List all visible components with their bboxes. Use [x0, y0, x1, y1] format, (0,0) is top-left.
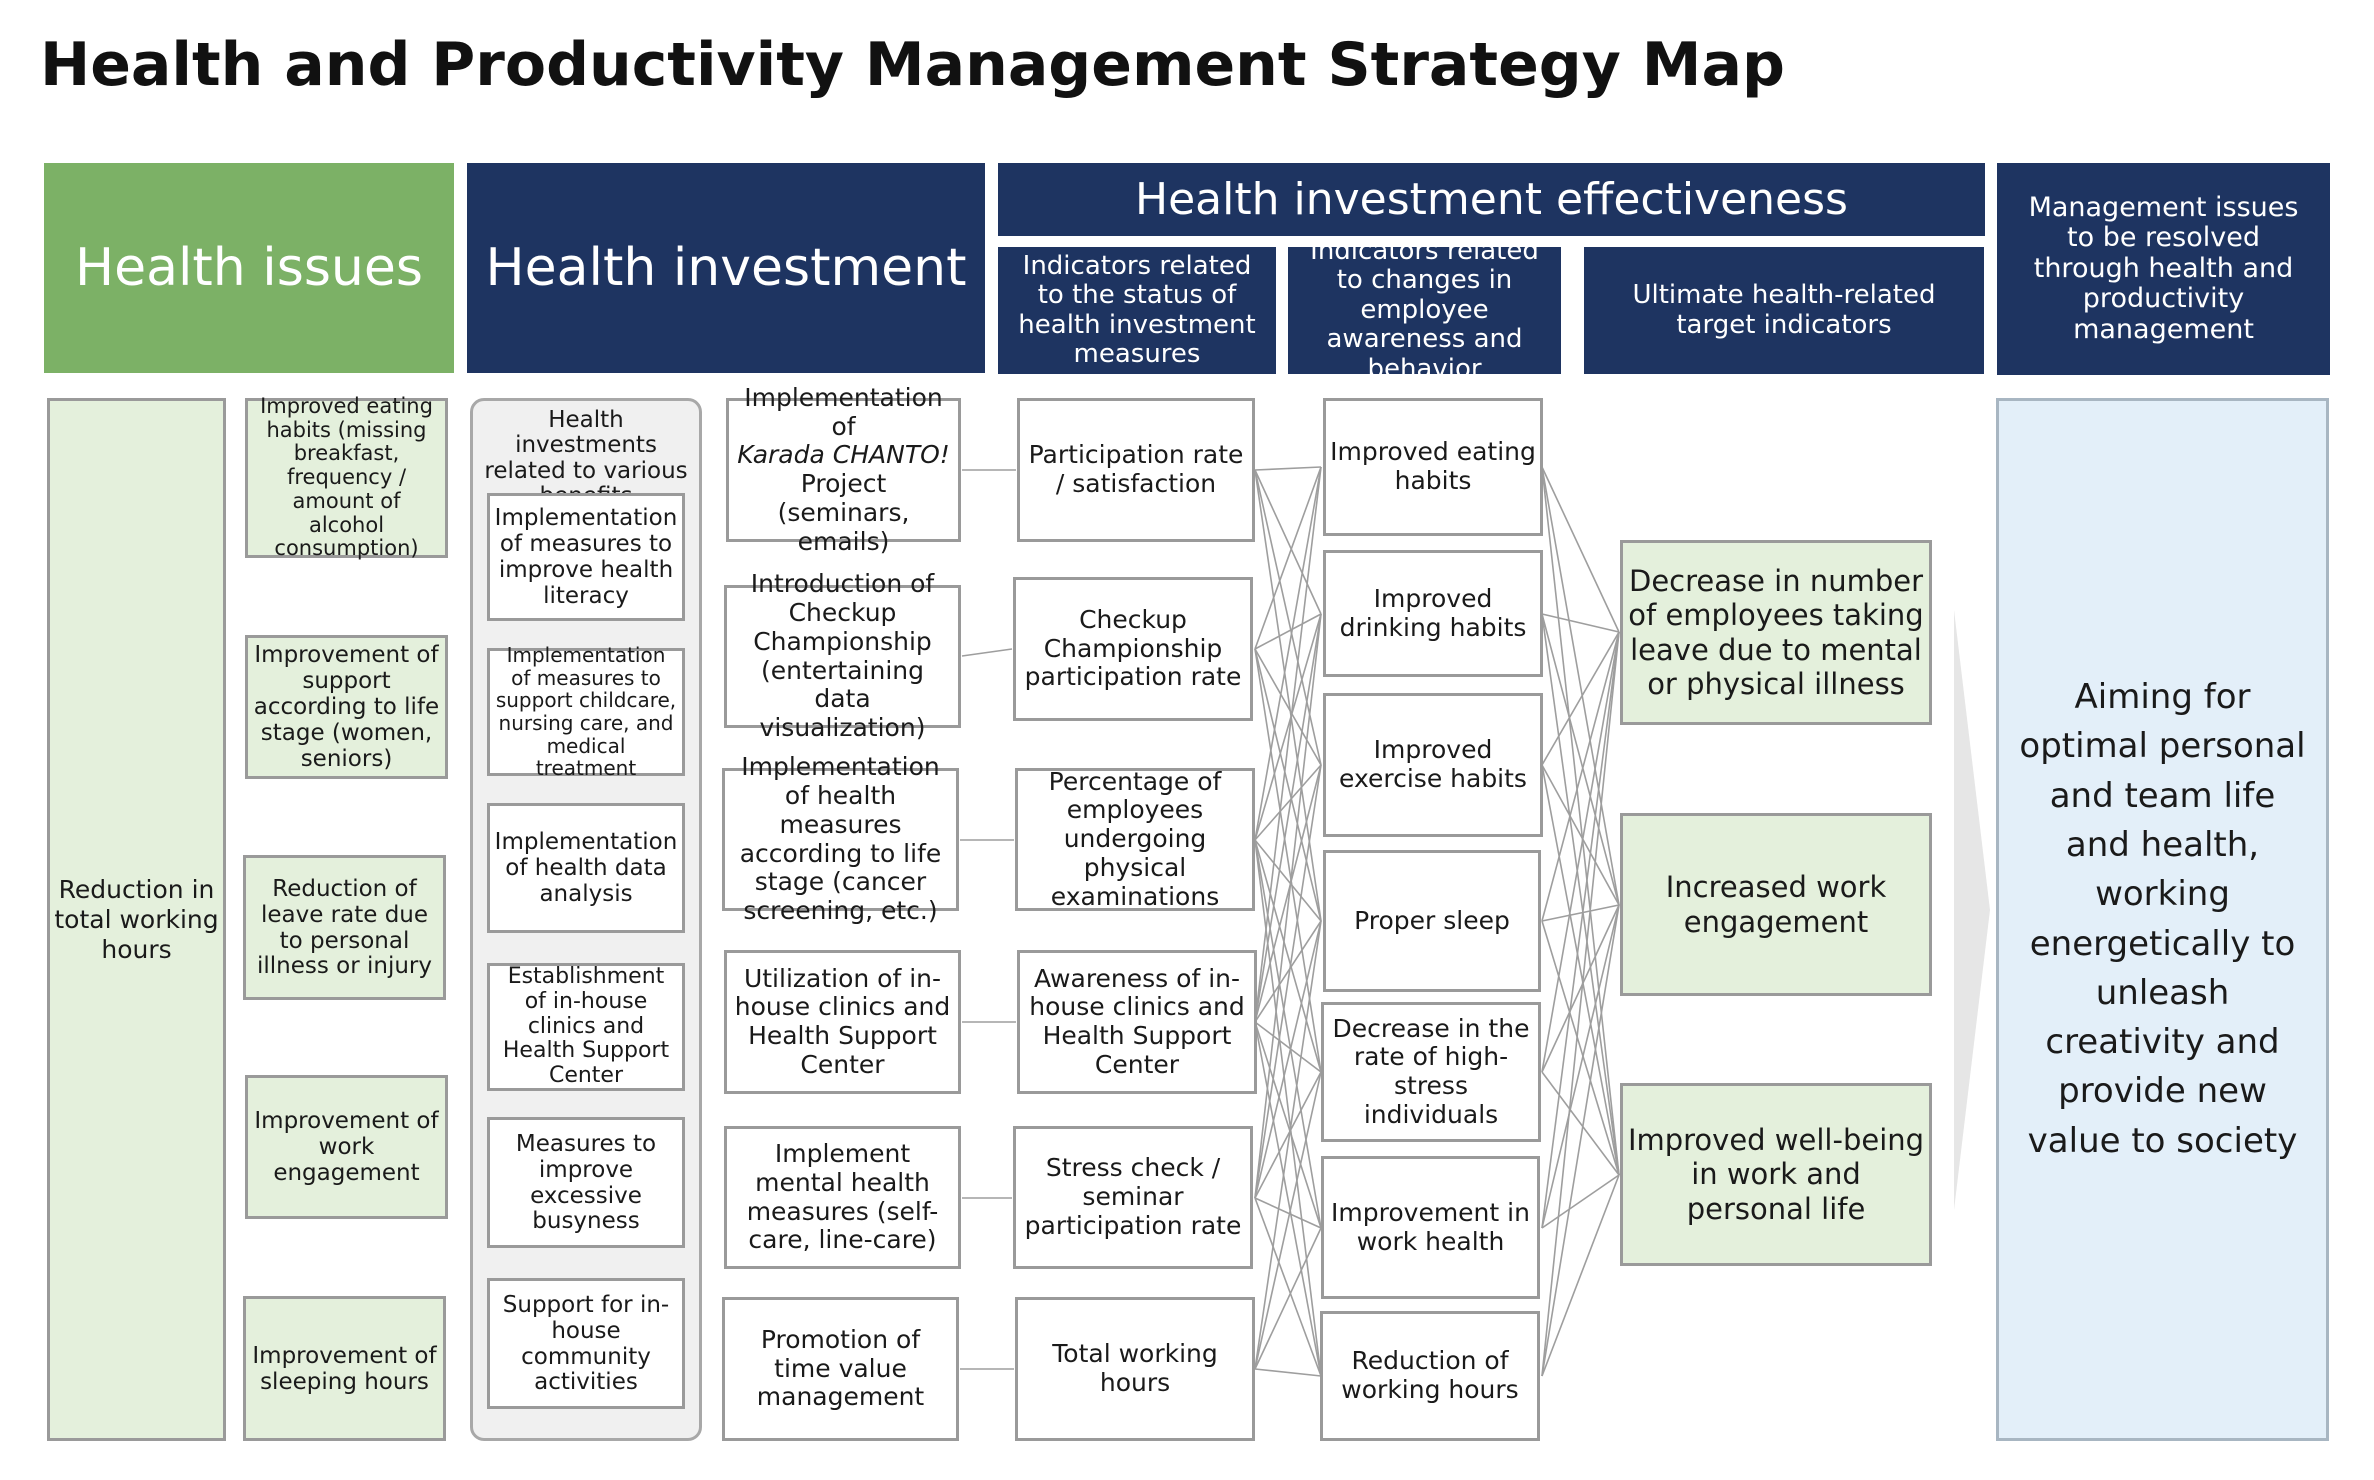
- ultimate-leave-decrease: Decrease in number of employees taking leave due to mental or physical illness: [1620, 540, 1932, 725]
- ultimate-work-engagement: Increased work engagement: [1620, 813, 1932, 996]
- connector-status-behavior-2-5: [1255, 840, 1321, 1228]
- behavior-high-stress-rate: Decrease in the rate of high-stress individuals: [1321, 1002, 1541, 1142]
- measure-mental-health: Implement mental health measures (self-care, line-care): [724, 1126, 961, 1269]
- header-ultimate-indicators: Ultimate health-related target indicators: [1584, 247, 1984, 374]
- connector-status-behavior-1-0: [1255, 467, 1321, 649]
- measure-time-value: Promotion of time value management: [722, 1297, 959, 1441]
- status-participation-rate: Participation rate / satisfaction: [1017, 398, 1255, 542]
- header-management-issues: Management issues to be resolved through health and productivity management: [1997, 163, 2330, 375]
- connector-status-behavior-5-6: [1255, 1369, 1321, 1376]
- measure-karada-chanto: [726, 382, 961, 556]
- connector-status-behavior-0-2: [1255, 470, 1321, 765]
- header-health-investment: Health investment: [467, 163, 985, 373]
- behavior-proper-sleep: Proper sleep: [1323, 850, 1541, 992]
- issue-life-stage-support: Improvement of support according to life stage (women, seniors): [245, 635, 448, 779]
- benefit-excessive-busyness: Measures to improve excessive busyness: [487, 1117, 685, 1248]
- status-clinic-awareness: Awareness of in-house clinics and Health Support Center: [1017, 950, 1257, 1094]
- connector-behavior-ultimate-3-1: [1542, 905, 1619, 921]
- ultimate-well-being: Improved well-being in work and personal life: [1620, 1083, 1932, 1266]
- issue-eating-habits: Improved eating habits (missing breakfast, frequency / amount of alcohol consumption): [245, 398, 448, 558]
- issue-main-working-hours: Reduction in total working hours: [47, 398, 226, 1441]
- connector-behavior-ultimate-6-2: [1542, 1175, 1619, 1376]
- connector-behavior-ultimate-0-0: [1542, 467, 1619, 632]
- connector-behavior-ultimate-1-0: [1542, 614, 1619, 632]
- management-goal: Aiming for optimal personal and team life and health, working energetically to unleash creativity and provide new value to society: [1996, 398, 2329, 1441]
- benefits-group-label: Health investments related to various: [484, 407, 688, 484]
- connector-behavior-ultimate-1-1: [1542, 614, 1619, 905]
- connector-status-behavior-3-0: [1255, 467, 1321, 1022]
- header-effectiveness: Health investment effectiveness: [998, 163, 1985, 236]
- header-status-indicators: Indicators related to the status of health investment measures: [998, 247, 1276, 374]
- status-physical-exam-rate: Percentage of employees undergoing physical examinations: [1015, 768, 1255, 911]
- benefit-childcare-support: Implementation of measures to support childcare, nursing care, and medical treatment: [487, 648, 685, 776]
- header-health-issues: Health issues: [44, 163, 454, 373]
- connector-behavior-ultimate-0-1: [1542, 467, 1619, 905]
- behavior-working-hours: Reduction of working hours: [1320, 1311, 1540, 1441]
- measure-karada-prefix: Implementation of: [744, 382, 943, 441]
- issue-leave-rate: Reduction of leave rate due to personal illness or injury: [243, 855, 446, 1000]
- measure-karada-name: Karada CHANTO!: [737, 440, 950, 470]
- measure-in-house-clinics: Utilization of in-house clinics and Health Support Center: [724, 950, 961, 1094]
- issue-sleeping-hours: Improvement of sleeping hours: [243, 1296, 446, 1441]
- measure-life-stage: Implementation of health measures according to life stage (cancer screening, etc.): [722, 768, 959, 911]
- arrow-right-icon: [1942, 610, 1992, 1210]
- connector-status-behavior-1-4: [1255, 649, 1321, 1072]
- issue-work-engagement: Improvement of work engagement: [245, 1075, 448, 1219]
- behavior-exercise-habits: Improved exercise habits: [1323, 693, 1543, 837]
- status-total-working-hours: Total working hours: [1015, 1297, 1255, 1441]
- status-checkup-participation: Checkup Championship participation rate: [1013, 577, 1253, 721]
- connector-measure-status-1: [962, 649, 1012, 656]
- benefit-community-activities: Support for in-house community activities: [487, 1278, 685, 1409]
- measure-karada-suffix: Project (seminars, emails): [777, 469, 910, 556]
- connector-status-behavior-0-0: [1255, 467, 1321, 470]
- benefit-in-house-clinics: Establishment of in-house clinics and Health Support Center: [487, 963, 685, 1091]
- connector-behavior-ultimate-3-0: [1542, 632, 1619, 921]
- measure-checkup-championship: Introduction of Checkup Championship (entertaining data visualization): [724, 585, 961, 728]
- status-stress-check-rate: Stress check / seminar participation rate: [1013, 1126, 1253, 1269]
- page-title: Health and Productivity Management Strategy Map: [40, 30, 1785, 100]
- benefit-health-literacy: Implementation of measures to improve health literacy: [487, 493, 685, 621]
- benefit-health-data-analysis: Implementation of health data analysis: [487, 803, 685, 933]
- behavior-eating-habits: Improved eating habits: [1323, 398, 1543, 536]
- header-behavior-indicators: Indicators related to changes in employee awareness and behavior: [1288, 247, 1561, 374]
- behavior-drinking-habits: Improved drinking habits: [1323, 550, 1543, 677]
- behavior-work-health: Improvement in work health: [1321, 1156, 1540, 1299]
